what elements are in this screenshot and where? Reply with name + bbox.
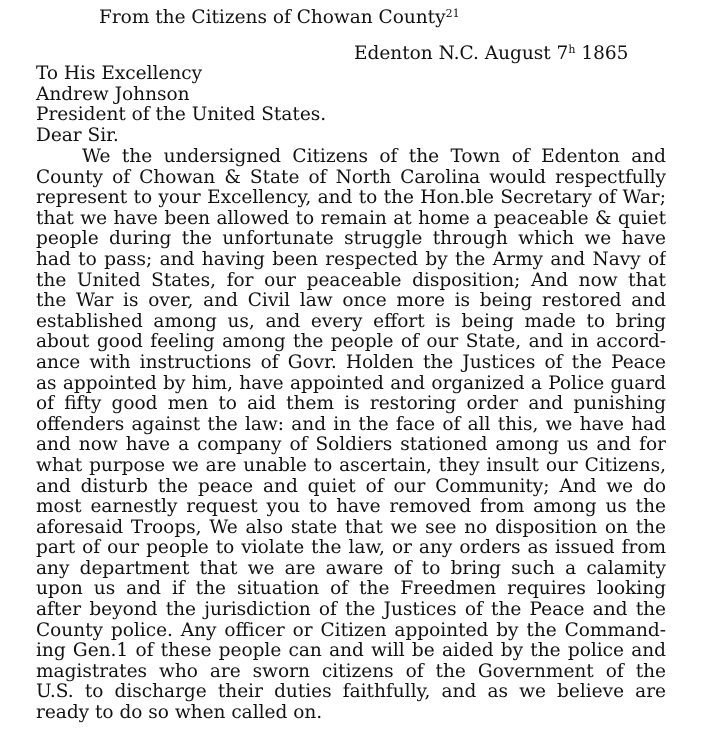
dateline-place-date: Edenton N.C. August 7 [354,43,569,64]
body-line: represent to your Excellency, and to the Hon.ble Secretary of War; [36,188,666,209]
body-line: County police. Any officer or Citizen appointed by the Command- [36,620,666,641]
heading-footnote-marker: 21 [445,7,460,20]
body-line: offenders against the law: and in the face of all this, we have had [36,414,666,435]
body-line: the War is over, and Civil law once more is being restored and [36,291,666,312]
body-line: after beyond the jurisdiction of the Justices of the Peace and the [36,600,666,621]
letter-body [36,147,666,724]
body-line: magistrates who are sworn citizens of the Government of the [36,661,666,682]
body-line: that we have been allowed to remain at home a peaceable & quiet [36,208,666,229]
cut-off-next-line [36,724,666,732]
letter-heading [99,6,460,30]
dateline-ordinal-sup: h [568,43,576,56]
dateline [354,42,628,66]
body-line: as appointed by him, have appointed and organized a Police guard [36,373,666,394]
address-line-2: Andrew Johnson [36,83,190,105]
body-line: the United States, for our peaceable disposition; And now that [36,270,666,291]
body-line: of fifty good men to aid them is restoring order and punishing [36,394,666,415]
body-line: We the undersigned Citizens of the Town of Edenton and [82,147,666,167]
body-line: ing Gen.1 of these people can and will be aided by the police and [36,641,666,662]
body-line: ready to do so when called on. [36,703,323,724]
body-line: County of Chowan & State of North Carolina would respectfully [36,167,666,188]
address-block [36,64,326,146]
body-line: ance with instructions of Govr. Holden the Justices of the Peace [36,352,666,373]
body-line: U.S. to discharge their duties faithfully, and as we believe are [36,682,666,703]
heading-text: From the Citizens of Chowan County [99,7,446,28]
body-line: and disturb the peace and quiet of our Community; And we do [36,476,666,497]
address-line-1: To His Excellency [36,63,203,84]
body-line: most earnestly request you to have removed from among us the [36,497,666,518]
body-line: about good feeling among the people of our State, and in accord- [36,332,666,353]
body-line: people during the unfortunate struggle through which we have [36,229,666,250]
body-line: what purpose we are unable to ascertain, they insult our Citizens, [36,455,666,476]
body-line: part of our people to violate the law, or any orders as issued from [36,538,666,559]
salutation: Dear Sir. [36,124,119,146]
body-line: any department that we are aware of to bring such a calamity [36,558,666,579]
body-line: had to pass; and having been respected by the Army and Navy of [36,249,666,270]
body-line: upon us and if the situation of the Freedmen requires looking [36,579,666,600]
body-line: established among us, and every effort is being made to bring [36,311,666,332]
dateline-year: 1865 [575,43,629,64]
body-line: aforesaid Troops, We also state that we see no disposition on the [36,517,666,538]
body-line: and now have a company of Soldiers stationed among us and for [36,435,666,456]
address-line-3: President of the United States. [36,104,327,126]
